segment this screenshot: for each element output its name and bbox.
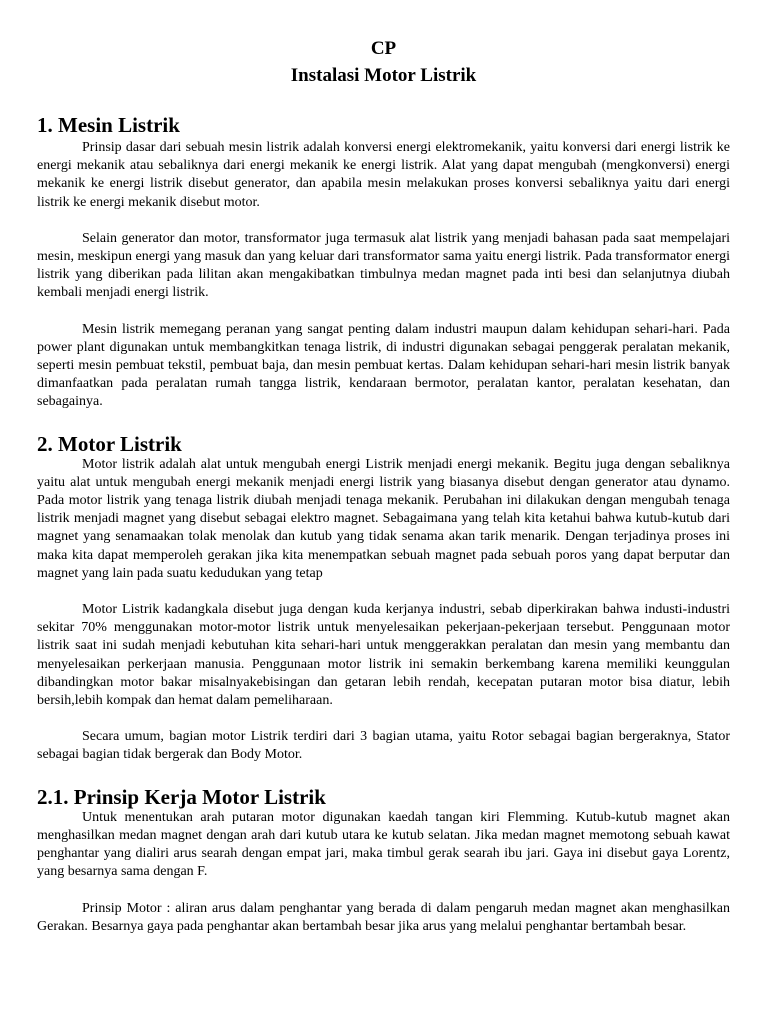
section-heading: 2. Motor Listrik xyxy=(37,431,182,456)
section-mesin-listrik xyxy=(37,113,730,412)
paragraph: Motor listrik adalah alat untuk mengubah energi Listrik menjadi energi mekanik. Begitu juga dengan sebaliknya yaitu alat untuk mengubah energi mekanik menjadi energi listrik yang biasanya disebut dengan generator atau dynamo. Pada motor listrik yang tenaga listrik diubah menjadi tenaga mekanik. Perubahan ini dilakukan dengan mengubah tenaga listrik menjadi magnet yang disebut sebagai elektro magnet. Sebagaimana yang telah kita ketahui bahwa kutub-kutub dari magnet yang senamaakan tolak menolak dan kutub yang tidak senama akan tarik menarik. Dengan terjadinya proses ini maka kita dapat memperoleh gerakan jika kita menempatkan sebuah magnet pada sebuah poros yang dapat berputar dan magnet yang lain pada suatu kedudukan yang tetap xyxy=(37,456,730,581)
paragraph: Secara umum, bagian motor Listrik terdiri dari 3 bagian utama, yaitu Rotor sebagai bagian bergeraknya, Stator sebagai bagian tidak bergerak dan Body Motor. xyxy=(37,729,730,763)
paragraph: Untuk menentukan arah putaran motor digunakan kaedah tangan kiri Flemming. Kutub-kutub magnet akan menghasilkan medan magnet dengan arah dari kutub utara ke kutub selatan. Jika medan magnet memotong sebuah kawat penghantar yang dialiri arus searah dengan empat jari, maka timbul gerak searah ibu jari. Gaya ini disebut gaya Lorentz, yang besarnya sama dengan F. xyxy=(37,809,730,880)
document-title: Instalasi Motor Listrik xyxy=(290,65,477,86)
paragraph: Prinsip Motor : aliran arus dalam penghantar yang berada di dalam pengaruh medan magnet akan menghasilkan Gerakan. Besarnya gaya pada penghantar akan bertambah besar jika arus yang melalui penghantar bertambah besar. xyxy=(37,900,730,934)
document-page xyxy=(37,0,730,936)
paragraph: Motor Listrik kadangkala disebut juga dengan kuda kerjanya industri, sebab diperkirakan bahwa industi-industri sekitar 70% menggunakan motor-motor listrik untuk menyelesaikan pekerjaan-pekerjaan tersebut. Penggunaan motor listrik saat ini sudah menjadi kebutuhan kita sehari-hari untuk menggerakkan peralatan dan mesin yang membantu dan menyelesaikan perkerjaan manusia. Penggunaan motor listrik ini semakin berkembang karena memiliki keunggulan dibandingkan motor bakar misalnyakebisingan dan getaran lebih rendah, kecepatan putaran motor bisa diatur, lebih bersih,lebih kompak dan hemat dalam pemeliharaan. xyxy=(37,602,730,709)
paragraph: Selain generator dan motor, transformator juga termasuk alat listrik yang menjadi bahasan pada saat mempelajari mesin, meskipun energi yang masuk dan yang keluar dari transformator sama yaitu energi listrik. Pada transformator energi listrik yang diberikan pada lilitan akan mengakibatkan timbulnya medan magnet pada inti besi dan selanjutnya diubah kembali menjadi energi listrik. xyxy=(37,230,730,301)
paragraph: Prinsip dasar dari sebuah mesin listrik adalah konversi energi elektromekanik, yaitu konversi dari energi listrik ke energi mekanik atau sebaliknya dari energi mekanik ke energi listrik. Alat yang dapat mengubah (mengkonversi) energi mekanik ke energi listrik disebut generator, dan apabila mesin melakukan proses konversi sebaliknya yaitu dari energi listrik ke energi mekanik disebut motor. xyxy=(37,140,730,210)
paragraph: Mesin listrik memegang peranan yang sangat penting dalam industri maupun dalam kehidupan sehari-hari. Pada power plant digunakan untuk membangkitkan tenaga listrik, di industri digunakan sebagai penggerak peralatan mekanik, seperti mesin pembuat tekstil, pembuat baja, dan mesin pembuat kertas. Dalam kehidupan sehari-hari mesin listrik banyak dimanfaatkan pada peralatan rumah tangga listrik, kendaraan bermotor, peralatan kantor, peralatan kesehatan, dan sebagainya. xyxy=(37,321,730,410)
section-prinsip-kerja xyxy=(37,765,730,936)
section-heading: 2.1. Prinsip Kerja Motor Listrik xyxy=(37,784,326,809)
section-motor-listrik xyxy=(37,412,730,765)
section-heading: 1. Mesin Listrik xyxy=(37,113,180,137)
document-title-code: CP xyxy=(370,38,397,59)
